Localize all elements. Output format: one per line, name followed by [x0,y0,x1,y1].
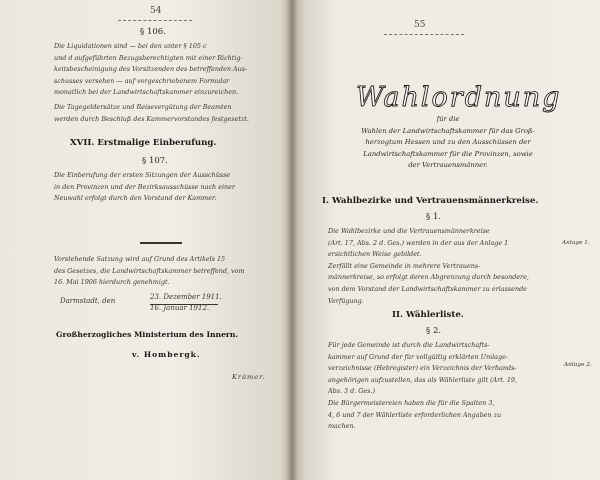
text-line: 4, 6 und 7 der Wählerliste erforderlichen Angaben zu [328,410,502,419]
signature-hombergk: v. Hombergk. [132,350,201,359]
text-line: des Gesetzes, die Landwirtschaftskammer betreffend, vom [54,266,245,275]
text-line: (Art. 17, Abs. 2 d. Ges.) werden in der aus der Anlage 1 [328,238,509,247]
subtitle-line: Landwirtschaftskammer für die Provinzen, sowie [363,149,533,158]
right-page-number: 55 [414,20,426,30]
text-line: von dem Vorstand der Landwirtschaftskammer zu erlassende [328,284,527,293]
text-line: schusses versehen — auf vorgeschriebenem Formular [54,76,230,85]
date-bottom: 16. Januar 1912. [150,304,210,312]
text-line: monatlich bei der Landwirtschaftskammer einzureichen. [54,88,239,97]
section-divider [140,242,182,244]
section-107-heading: § 107. [142,156,168,166]
left-page-number: 54 [150,6,162,16]
section-1-heading: § 1. [426,212,442,222]
header-rule [118,20,192,21]
paragraph-approval [54,254,245,289]
header-rule [384,34,464,35]
margin-note-anlage-2: Anlage 2. [564,362,592,368]
signature-kraemer: Krämer. [232,373,266,381]
left-page [0,0,292,480]
text-line: ersichtlichen Weise gebildet. [328,250,422,259]
section-106-heading: § 106. [140,27,166,37]
text-line: Für jede Gemeinde ist durch die Landwirtschafts- [328,341,490,349]
section-2-heading: § 2. [426,326,442,336]
text-line: männerkreise, so erfolgt deren Abgrenzung durch besondere, [328,273,529,282]
text-line: keitsbescheinigung des Vorsitzenden des betreffenden Aus- [54,65,248,74]
paragraph-106-b [54,102,249,125]
subtitle-line: herzogtum Hessen und zu den Ausschüssen der [365,138,531,147]
heading-xvii: XVII. Erstmalige Einberufung. [70,138,217,148]
text-line: angehörigen aufzustellen, das als Wählerliste gilt (Art. 19, [328,375,518,384]
paragraph-107 [54,170,235,205]
right-page [292,0,600,480]
margin-note-anlage-1: Anlage 1. [562,240,590,246]
text-line: Die Wahlbezirke und die Vertrauensmännerkreise [328,227,490,235]
text-line: Die Liquidationen sind — bei den unter § 105 c [54,42,207,50]
paragraph-106-a [54,41,247,99]
text-line: Vorstehende Satzung wird auf Grund des Artikels 15 [54,255,226,263]
ministry-name: Großherzogliches Ministerium des Innern. [56,330,239,339]
text-line: und d aufgeführten Bezugsberechtigten mit einer Richtig- [54,53,243,62]
text-line: 16. Mai 1906 hierdurch genehmigt. [54,278,170,287]
date-top: 23. Dezember 1911. [150,293,222,301]
text-line: machen. [328,422,356,431]
heading-i: I. Wahlbezirke und Vertrauensmännerkreise. [322,196,539,206]
heading-ii: II. Wählerliste. [392,310,464,320]
subtitle-line: für die [436,115,460,123]
text-line: verzeichnisse (Hebregister) ein Verzeichnis der Verbands- [328,364,517,373]
text-line: Abs. 3 d. Ges.) [328,387,375,396]
book-gutter [286,0,298,480]
text-line: Die Tagegeldersätze und Reisevergütung der Beamten [54,103,232,111]
document-title: Wahlordnung [356,82,562,113]
text-line: Neuwahl erfolgt durch den Vorstand der Kammer. [54,194,217,203]
text-line: kammer auf Grund der für vollgültig erklärten Umlage- [328,352,509,361]
text-line: Die Bürgermeistereien haben die für die Spalten 3, [328,398,495,407]
text-line: Zerfällt eine Gemeinde in mehrere Vertrauens- [328,261,481,270]
text-line: Verfügung. [328,296,364,305]
place-text: Darmstadt, den [60,297,116,305]
paragraph-1 [328,226,529,307]
text-line: in den Provinzen und der Bezirksausschüsse nach einer [54,182,235,191]
subtitle-line: der Vertrauensmänner. [408,161,488,170]
paragraph-2 [328,340,517,433]
subtitle-line: Wahlen der Landwirtschaftskammer für das Groß- [361,126,535,135]
text-line: werden durch Beschluß des Kammervorstandes festgesetzt. [54,114,249,123]
title-subtitle [296,114,600,172]
text-line: Die Einberufung der ersten Sitzungen der Ausschüsse [54,171,231,179]
